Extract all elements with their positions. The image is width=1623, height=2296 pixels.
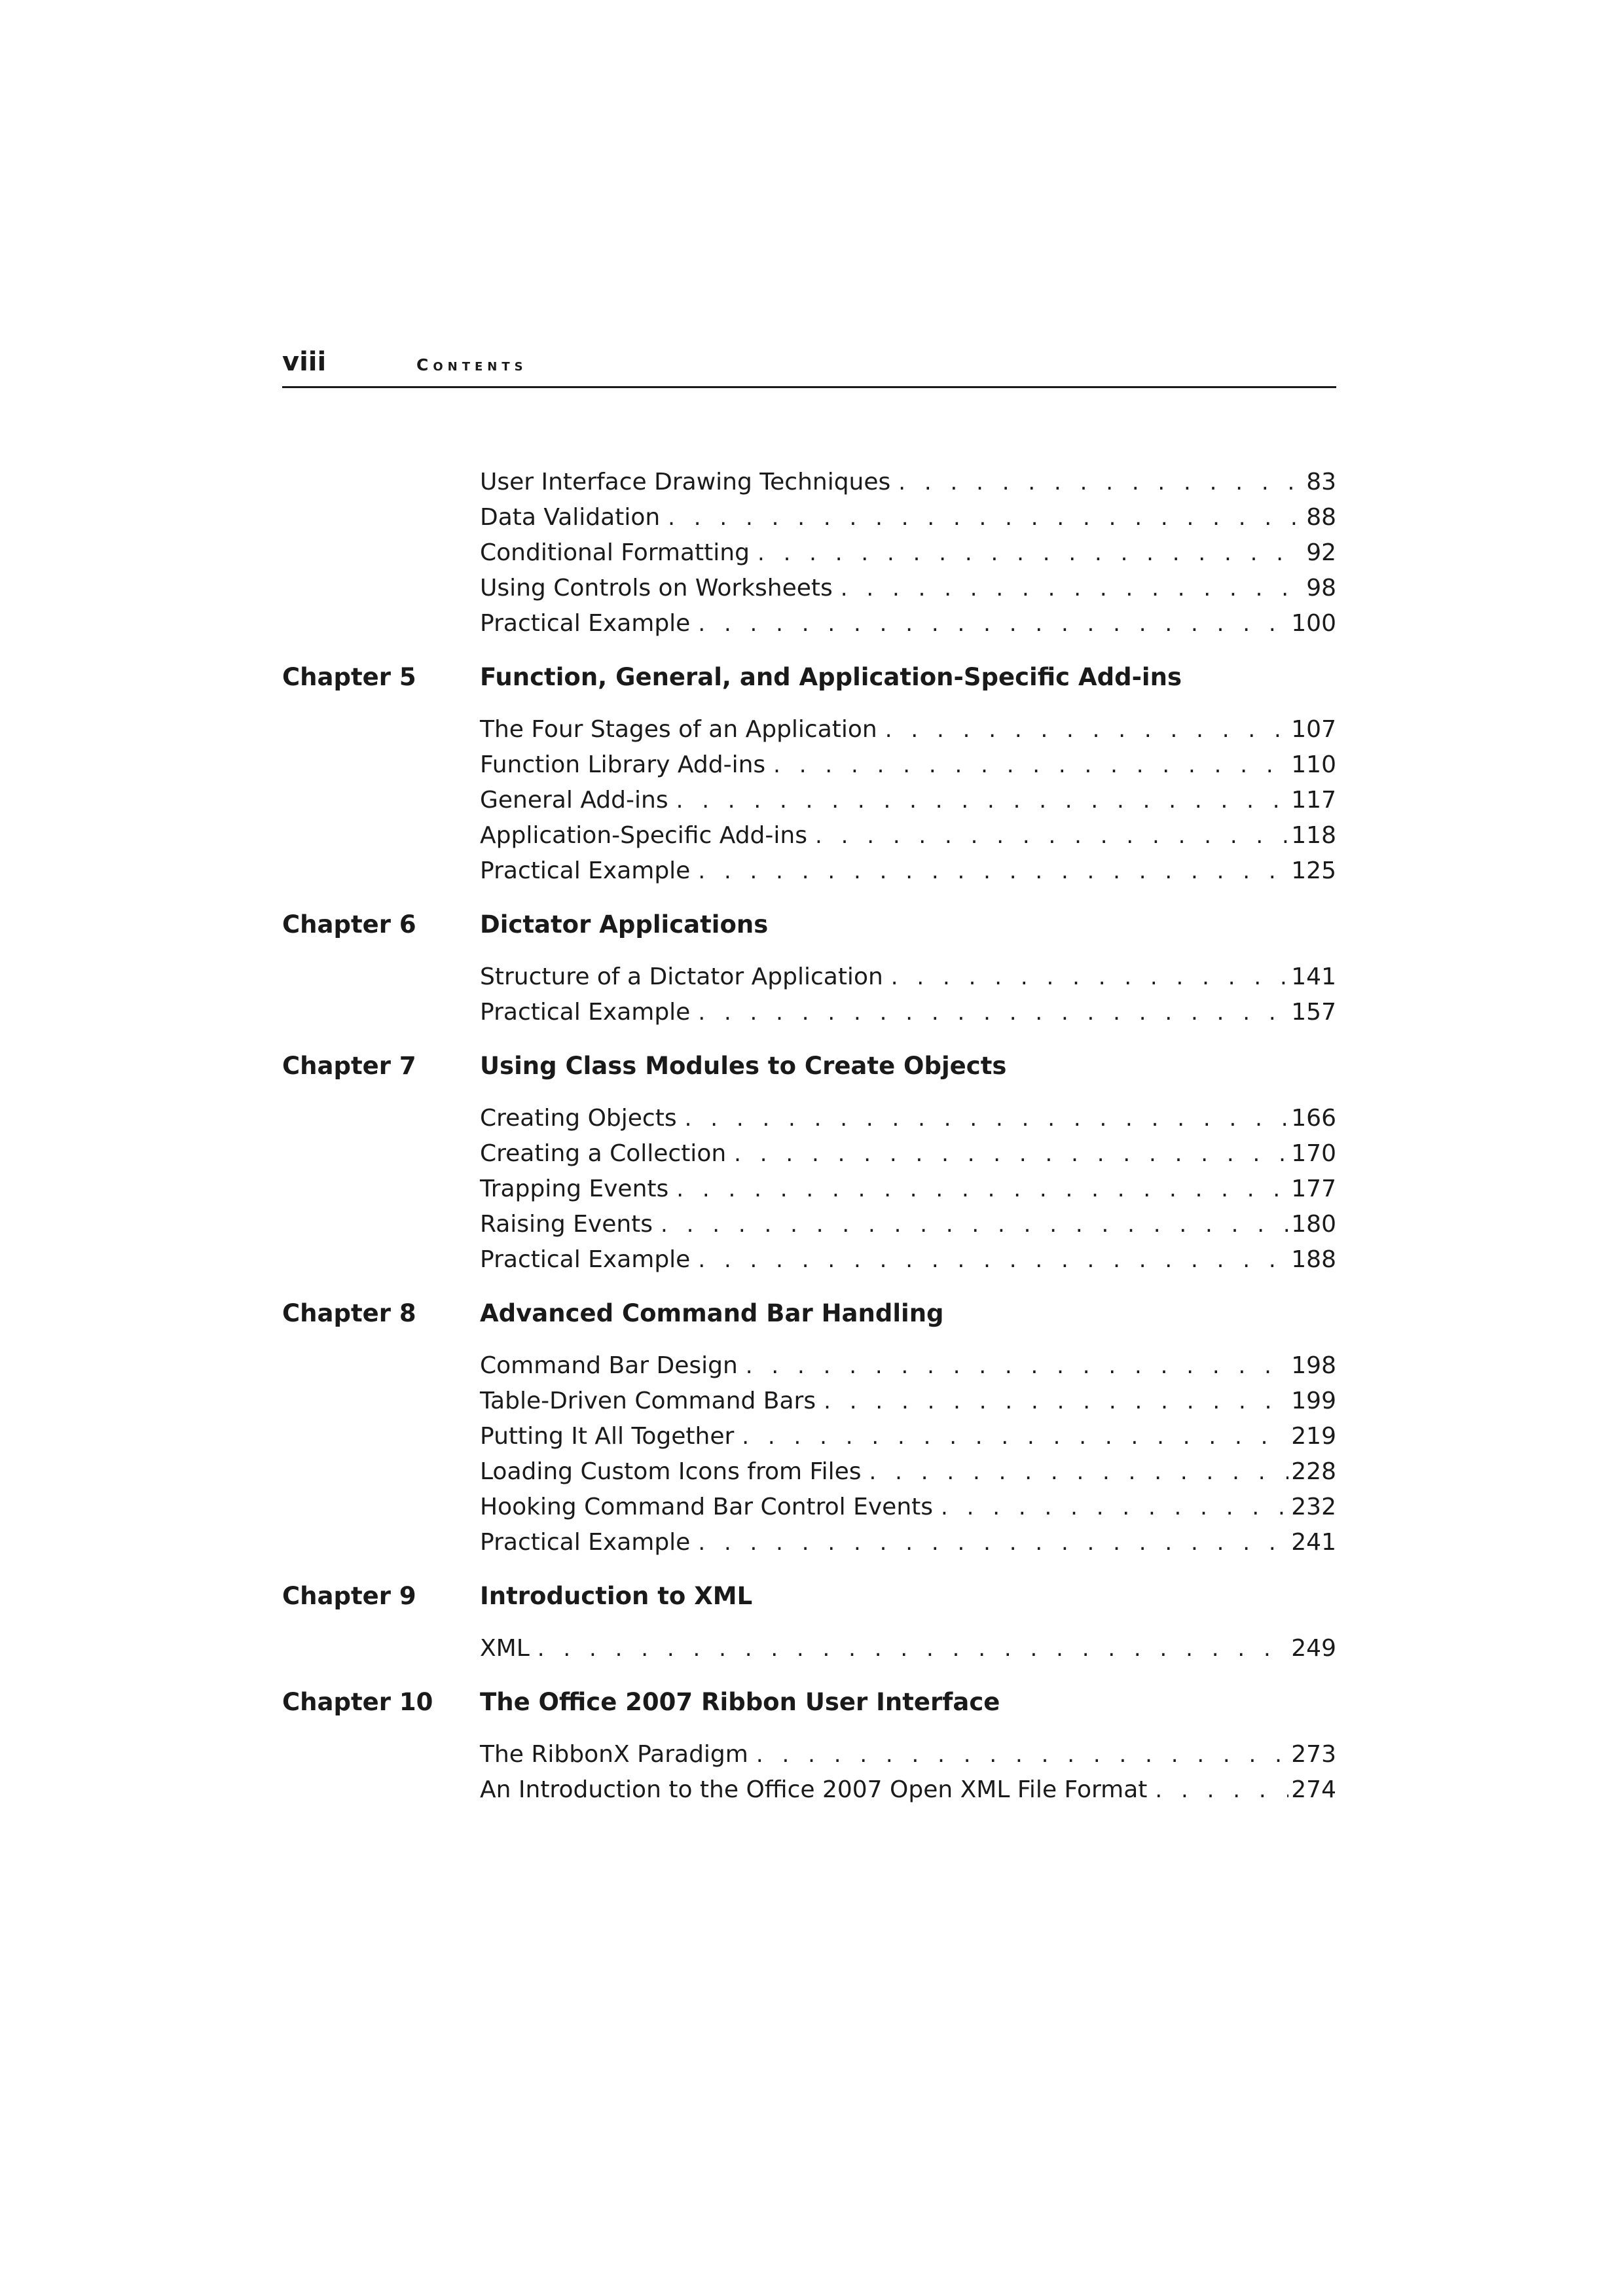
toc-entry[interactable] bbox=[480, 960, 1336, 995]
chapter-number: Chapter 9 bbox=[282, 1582, 416, 1610]
toc-entry-page-number: 98 bbox=[1306, 575, 1336, 601]
intro-entries bbox=[480, 465, 1336, 641]
dot-leader bbox=[841, 571, 1304, 606]
toc-entry[interactable] bbox=[480, 783, 1336, 818]
chapter-entries bbox=[480, 960, 1336, 1030]
toc-entry-page-number: 170 bbox=[1291, 1140, 1336, 1167]
toc-entry[interactable] bbox=[480, 1242, 1336, 1278]
toc-entry-title: Putting It All Together bbox=[480, 1423, 735, 1450]
chapter-number: Chapter 7 bbox=[282, 1052, 416, 1080]
chapter-entries bbox=[480, 1737, 1336, 1808]
toc-entry-title: Practical Example bbox=[480, 610, 691, 637]
chapter-title: Advanced Command Bar Handling bbox=[480, 1299, 944, 1327]
page-header bbox=[282, 346, 1336, 388]
toc-entry[interactable] bbox=[480, 1207, 1336, 1242]
dot-leader bbox=[676, 1172, 1288, 1207]
toc-entry[interactable] bbox=[480, 1348, 1336, 1384]
toc-entry[interactable] bbox=[480, 747, 1336, 783]
toc-entry-page-number: 92 bbox=[1306, 539, 1336, 566]
toc-entry-page-number: 241 bbox=[1291, 1529, 1336, 1556]
chapter-heading[interactable] bbox=[282, 907, 1336, 942]
toc-entry[interactable] bbox=[480, 606, 1336, 641]
toc-entry-title: Practical Example bbox=[480, 999, 691, 1026]
dot-leader bbox=[815, 818, 1288, 853]
dot-leader bbox=[757, 535, 1304, 571]
toc-entry-page-number: 274 bbox=[1291, 1776, 1336, 1803]
chapter-entries bbox=[480, 1631, 1336, 1666]
toc-entry-page-number: 110 bbox=[1291, 751, 1336, 778]
chapter-title: Using Class Modules to Create Objects bbox=[480, 1052, 1007, 1080]
dot-leader bbox=[824, 1384, 1288, 1419]
toc-entry-page-number: 166 bbox=[1291, 1105, 1336, 1132]
chapter-section bbox=[282, 1049, 1336, 1278]
toc-entry[interactable] bbox=[480, 712, 1336, 747]
chapter-section bbox=[282, 1296, 1336, 1560]
toc-entry-title: Creating a Collection bbox=[480, 1140, 727, 1167]
chapter-section bbox=[282, 1685, 1336, 1808]
toc-entry-title: XML bbox=[480, 1635, 530, 1662]
toc-entry[interactable] bbox=[480, 818, 1336, 853]
chapter-title: The Office 2007 Ribbon User Interface bbox=[480, 1688, 1000, 1716]
toc-entry-page-number: 199 bbox=[1291, 1388, 1336, 1414]
toc-entry[interactable] bbox=[480, 1136, 1336, 1172]
toc-entry-page-number: 273 bbox=[1291, 1741, 1336, 1768]
toc-entry[interactable] bbox=[480, 1490, 1336, 1525]
toc-entry-page-number: 100 bbox=[1291, 610, 1336, 637]
toc-entry-title: Practical Example bbox=[480, 857, 691, 884]
chapter-number: Chapter 6 bbox=[282, 910, 416, 939]
toc-entry-title: Table-Driven Command Bars bbox=[480, 1388, 816, 1414]
toc-entry[interactable] bbox=[480, 500, 1336, 535]
toc-entry-title: Function Library Add-ins bbox=[480, 751, 766, 778]
dot-leader bbox=[698, 853, 1288, 889]
toc-entry[interactable] bbox=[480, 1384, 1336, 1419]
toc-entry-page-number: 177 bbox=[1291, 1175, 1336, 1202]
toc-entry-page-number: 125 bbox=[1291, 857, 1336, 884]
dot-leader bbox=[773, 747, 1288, 783]
toc-entry-page-number: 83 bbox=[1306, 469, 1336, 495]
toc-entry-page-number: 118 bbox=[1291, 822, 1336, 849]
dot-leader bbox=[676, 783, 1289, 818]
toc-entry[interactable] bbox=[480, 465, 1336, 500]
dot-leader bbox=[538, 1631, 1289, 1666]
toc-entry-page-number: 180 bbox=[1291, 1211, 1336, 1238]
toc-entry[interactable] bbox=[480, 1419, 1336, 1454]
chapter-heading[interactable] bbox=[282, 1685, 1336, 1720]
dot-leader bbox=[885, 712, 1289, 747]
dot-leader bbox=[668, 500, 1304, 535]
dot-leader bbox=[698, 995, 1288, 1030]
chapter-entries bbox=[480, 1101, 1336, 1278]
chapter-heading[interactable] bbox=[282, 1296, 1336, 1331]
running-title: Contents bbox=[416, 355, 528, 374]
toc-entry[interactable] bbox=[480, 995, 1336, 1030]
toc-entry-title: Trapping Events bbox=[480, 1175, 669, 1202]
toc-entry-title: Hooking Command Bar Control Events bbox=[480, 1494, 934, 1520]
toc-entry-title: Raising Events bbox=[480, 1211, 653, 1238]
toc-entry-title: Data Validation bbox=[480, 504, 661, 531]
chapter-title: Function, General, and Application-Specific Add-ins bbox=[480, 663, 1182, 691]
dot-leader bbox=[734, 1136, 1288, 1172]
chapter-section bbox=[282, 1579, 1336, 1666]
dot-leader bbox=[661, 1207, 1288, 1242]
toc-entry-page-number: 117 bbox=[1291, 787, 1336, 814]
dot-leader bbox=[869, 1454, 1289, 1490]
dot-leader bbox=[941, 1490, 1288, 1525]
toc-entry-title: The Four Stages of an Application bbox=[480, 716, 877, 743]
toc-entry-title: Application-Specific Add-ins bbox=[480, 822, 807, 849]
toc-entry[interactable] bbox=[480, 1631, 1336, 1666]
chapter-entries bbox=[480, 712, 1336, 889]
chapter-entries bbox=[480, 1348, 1336, 1560]
toc-entry-title: User Interface Drawing Techniques bbox=[480, 469, 891, 495]
chapter-heading[interactable] bbox=[282, 1579, 1336, 1614]
toc-entry-title: Practical Example bbox=[480, 1529, 691, 1556]
toc-entry-title: Conditional Formatting bbox=[480, 539, 750, 566]
dot-leader bbox=[1155, 1772, 1288, 1808]
toc-entry-page-number: 88 bbox=[1306, 504, 1336, 531]
toc-entry-title: Command Bar Design bbox=[480, 1352, 738, 1379]
chapter-section bbox=[282, 907, 1336, 1030]
chapter-number: Chapter 10 bbox=[282, 1688, 433, 1716]
toc-entry-title: General Add-ins bbox=[480, 787, 668, 814]
dot-leader bbox=[742, 1419, 1288, 1454]
toc-entry-title: Creating Objects bbox=[480, 1105, 677, 1132]
chapter-heading[interactable] bbox=[282, 1049, 1336, 1084]
toc-entry-title: Structure of a Dictator Application bbox=[480, 963, 883, 990]
toc-entry-page-number: 188 bbox=[1291, 1246, 1336, 1273]
table-of-contents bbox=[282, 465, 1336, 1808]
toc-entry[interactable] bbox=[480, 1737, 1336, 1772]
toc-entry-page-number: 232 bbox=[1291, 1494, 1336, 1520]
chapter-title: Introduction to XML bbox=[480, 1582, 753, 1610]
toc-entry-page-number: 228 bbox=[1291, 1458, 1336, 1485]
toc-entry-title: An Introduction to the Office 2007 Open XML File Format bbox=[480, 1776, 1148, 1803]
toc-entry-title: Practical Example bbox=[480, 1246, 691, 1273]
toc-entry-page-number: 107 bbox=[1291, 716, 1336, 743]
toc-entry-page-number: 249 bbox=[1291, 1635, 1336, 1662]
toc-entry[interactable] bbox=[480, 535, 1336, 571]
toc-entry-page-number: 219 bbox=[1291, 1423, 1336, 1450]
chapter-number: Chapter 8 bbox=[282, 1299, 416, 1327]
toc-entry-title: The RibbonX Paradigm bbox=[480, 1741, 748, 1768]
toc-entry[interactable] bbox=[480, 571, 1336, 606]
dot-leader bbox=[698, 1242, 1288, 1278]
chapter-list bbox=[282, 660, 1336, 1808]
dot-leader bbox=[891, 960, 1289, 995]
toc-entry-page-number: 198 bbox=[1291, 1352, 1336, 1379]
toc-entry[interactable] bbox=[480, 853, 1336, 889]
dot-leader bbox=[746, 1348, 1289, 1384]
page-number: viii bbox=[282, 347, 327, 377]
toc-entry[interactable] bbox=[480, 1101, 1336, 1136]
chapter-title: Dictator Applications bbox=[480, 910, 769, 939]
chapter-section bbox=[282, 660, 1336, 889]
toc-entry[interactable] bbox=[480, 1172, 1336, 1207]
toc-entry[interactable] bbox=[480, 1454, 1336, 1490]
dot-leader bbox=[698, 1525, 1288, 1560]
toc-entry-title: Using Controls on Worksheets bbox=[480, 575, 833, 601]
toc-entry-page-number: 141 bbox=[1291, 963, 1336, 990]
toc-entry-page-number: 157 bbox=[1291, 999, 1336, 1026]
dot-leader bbox=[685, 1101, 1289, 1136]
chapter-number: Chapter 5 bbox=[282, 663, 416, 691]
toc-entry[interactable] bbox=[480, 1525, 1336, 1560]
toc-entry-title: Loading Custom Icons from Files bbox=[480, 1458, 862, 1485]
dot-leader bbox=[698, 606, 1288, 641]
dot-leader bbox=[756, 1737, 1288, 1772]
dot-leader bbox=[898, 465, 1304, 500]
toc-entry[interactable] bbox=[480, 1772, 1336, 1808]
chapter-heading[interactable] bbox=[282, 660, 1336, 695]
